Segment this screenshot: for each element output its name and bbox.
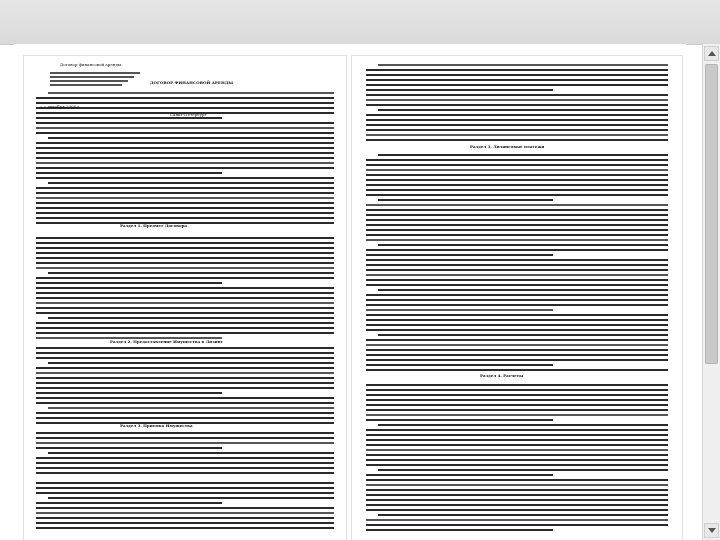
text-line	[366, 104, 668, 106]
text-line	[366, 489, 668, 491]
text-line	[48, 137, 334, 139]
text-line	[366, 229, 668, 231]
text-line	[36, 352, 334, 354]
text-line	[366, 249, 668, 251]
text-line	[366, 369, 668, 371]
text-line	[366, 69, 668, 71]
text-line	[36, 177, 334, 179]
text-line	[366, 179, 668, 181]
text-line	[36, 127, 334, 129]
text-line	[366, 479, 668, 481]
text-line	[36, 212, 334, 214]
text-line	[366, 484, 668, 486]
text-line	[36, 432, 334, 434]
text-line	[36, 442, 334, 444]
text-line	[378, 514, 668, 516]
text-line	[36, 252, 334, 254]
text-line	[36, 507, 334, 509]
text-line	[36, 237, 334, 239]
text-line	[36, 142, 334, 144]
text-line	[36, 382, 334, 384]
text-line	[36, 152, 334, 154]
text-line	[36, 277, 334, 279]
document-page-right	[352, 56, 682, 540]
text-line	[366, 254, 553, 256]
text-line	[36, 447, 222, 449]
text-line	[36, 412, 334, 414]
text-line	[36, 457, 334, 459]
text-line	[366, 449, 668, 451]
header-line	[50, 84, 122, 86]
text-line	[366, 504, 668, 506]
doc-city: Санкт-Петербург	[170, 112, 207, 117]
text-line	[36, 242, 334, 244]
text-line	[36, 357, 334, 359]
text-line	[36, 302, 334, 304]
text-line	[36, 472, 334, 474]
text-line	[366, 319, 668, 321]
text-line	[366, 259, 668, 261]
text-line	[366, 399, 668, 401]
text-line	[36, 267, 334, 269]
header-line	[50, 72, 140, 74]
text-line	[36, 397, 334, 399]
document-page-left	[24, 56, 346, 540]
text-line	[48, 182, 334, 184]
text-line	[366, 509, 668, 511]
text-line	[366, 414, 668, 416]
text-line	[366, 349, 668, 351]
text-line	[48, 407, 334, 409]
text-line	[36, 287, 334, 289]
text-line	[36, 147, 334, 149]
text-line	[366, 524, 668, 526]
text-line	[366, 224, 668, 226]
text-line	[36, 467, 334, 469]
text-line	[36, 292, 334, 294]
text-line	[36, 307, 334, 309]
text-line	[366, 409, 668, 411]
section-1-heading: Раздел 1. Предмет Договора	[120, 223, 187, 228]
text-line	[48, 452, 334, 454]
text-line	[366, 79, 668, 81]
text-line	[366, 499, 668, 501]
text-line	[366, 159, 668, 161]
text-line	[36, 282, 222, 284]
text-line	[366, 419, 553, 421]
text-line	[36, 462, 334, 464]
text-line	[366, 74, 668, 76]
text-line	[366, 494, 668, 496]
text-line	[36, 122, 334, 124]
text-line	[48, 497, 334, 499]
text-line	[366, 384, 668, 386]
doc-date: « » декабря 2008 г.	[40, 104, 81, 109]
text-line	[36, 527, 334, 529]
text-line	[36, 502, 222, 504]
text-line	[366, 279, 668, 281]
text-line	[378, 154, 668, 156]
text-line	[366, 139, 668, 141]
text-line	[48, 272, 334, 274]
text-line	[366, 134, 668, 136]
text-line	[366, 204, 668, 206]
text-line	[366, 129, 668, 131]
header-org: Договор финансовой аренды	[60, 62, 122, 67]
viewer-toolbar	[0, 0, 720, 45]
text-line	[36, 327, 334, 329]
text-line	[366, 329, 668, 331]
text-line	[366, 304, 668, 306]
text-line	[366, 274, 668, 276]
section-a-heading: Раздел 3. Лизинговые платежи	[470, 144, 545, 149]
text-line	[36, 167, 334, 169]
text-line	[36, 377, 334, 379]
text-line	[366, 84, 668, 86]
text-line	[36, 402, 334, 404]
text-line	[378, 334, 668, 336]
text-line	[36, 257, 334, 259]
text-line	[366, 314, 668, 316]
text-line	[366, 124, 668, 126]
text-line	[36, 387, 334, 389]
text-line	[366, 194, 668, 196]
text-line	[366, 219, 668, 221]
text-line	[366, 519, 668, 521]
text-line	[48, 362, 334, 364]
text-line	[36, 192, 334, 194]
text-line	[366, 294, 668, 296]
text-line	[36, 437, 334, 439]
text-line	[36, 512, 334, 514]
text-line	[48, 317, 334, 319]
text-line	[366, 299, 668, 301]
text-line	[378, 199, 553, 201]
text-line	[366, 474, 553, 476]
text-line	[366, 404, 668, 406]
text-line	[366, 529, 553, 531]
text-line	[36, 417, 334, 419]
text-line	[366, 174, 668, 176]
text-line	[36, 332, 334, 334]
text-line	[36, 367, 334, 369]
text-line	[366, 169, 668, 171]
text-line	[36, 517, 334, 519]
text-line	[36, 322, 334, 324]
text-line	[378, 424, 668, 426]
text-line	[366, 454, 668, 456]
text-line	[378, 469, 668, 471]
scroll-thumb[interactable]	[705, 64, 718, 364]
text-line	[378, 244, 668, 246]
text-line	[366, 284, 668, 286]
text-line	[366, 239, 668, 241]
text-line	[366, 189, 668, 191]
section-b-heading: Раздел 4. Расчеты	[480, 373, 524, 378]
text-line	[366, 119, 668, 121]
document-area	[14, 44, 686, 540]
text-line	[366, 164, 668, 166]
text-line	[36, 262, 334, 264]
text-line	[366, 359, 668, 361]
text-line	[366, 354, 668, 356]
section-3-heading: Раздел 3. Приемка Имущества	[120, 423, 193, 428]
chevron-up-icon	[708, 51, 716, 56]
text-line	[36, 217, 334, 219]
text-line	[36, 347, 334, 349]
text-line	[366, 444, 668, 446]
text-line	[36, 202, 334, 204]
text-line	[36, 117, 222, 119]
text-line	[366, 459, 668, 461]
text-line	[366, 344, 668, 346]
text-line	[366, 264, 668, 266]
text-line	[36, 172, 222, 174]
text-line	[366, 209, 668, 211]
text-line	[36, 392, 222, 394]
text-line	[36, 157, 334, 159]
text-line	[366, 389, 668, 391]
text-line	[366, 234, 668, 236]
text-line	[366, 394, 668, 396]
text-line	[378, 289, 668, 291]
chevron-down-icon	[708, 528, 716, 533]
text-line	[366, 364, 553, 366]
text-line	[48, 92, 334, 94]
text-line	[366, 434, 668, 436]
vertical-scrollbar[interactable]	[702, 44, 720, 540]
text-line	[36, 97, 334, 99]
text-line	[36, 197, 334, 199]
text-line	[36, 372, 334, 374]
text-line	[366, 339, 668, 341]
text-line	[366, 184, 668, 186]
text-line	[36, 482, 334, 484]
text-line	[366, 429, 668, 431]
text-line	[366, 99, 668, 101]
text-line	[36, 247, 334, 249]
text-line	[366, 89, 553, 91]
text-line	[366, 464, 668, 466]
text-line	[36, 487, 334, 489]
scroll-down-button[interactable]	[704, 523, 719, 538]
text-line	[36, 207, 334, 209]
text-line	[366, 269, 668, 271]
text-line	[36, 312, 334, 314]
text-line	[36, 132, 334, 134]
header-line	[50, 80, 128, 82]
text-line	[366, 309, 553, 311]
text-line	[378, 64, 668, 66]
text-line	[366, 439, 668, 441]
text-line	[36, 522, 334, 524]
text-line	[366, 114, 668, 116]
text-line	[36, 162, 334, 164]
scroll-up-button[interactable]	[704, 46, 719, 61]
text-line	[378, 109, 668, 111]
text-line	[36, 297, 334, 299]
text-line	[366, 94, 668, 96]
doc-title: ДОГОВОР ФИНАНСОВОЙ АРЕНДЫ	[150, 80, 234, 85]
section-2-heading: Раздел 2. Предоставление Имущества в Лизинг	[110, 339, 224, 344]
text-line	[36, 492, 334, 494]
text-line	[366, 214, 668, 216]
header-line	[50, 76, 134, 78]
text-line	[36, 187, 334, 189]
text-line	[366, 324, 668, 326]
